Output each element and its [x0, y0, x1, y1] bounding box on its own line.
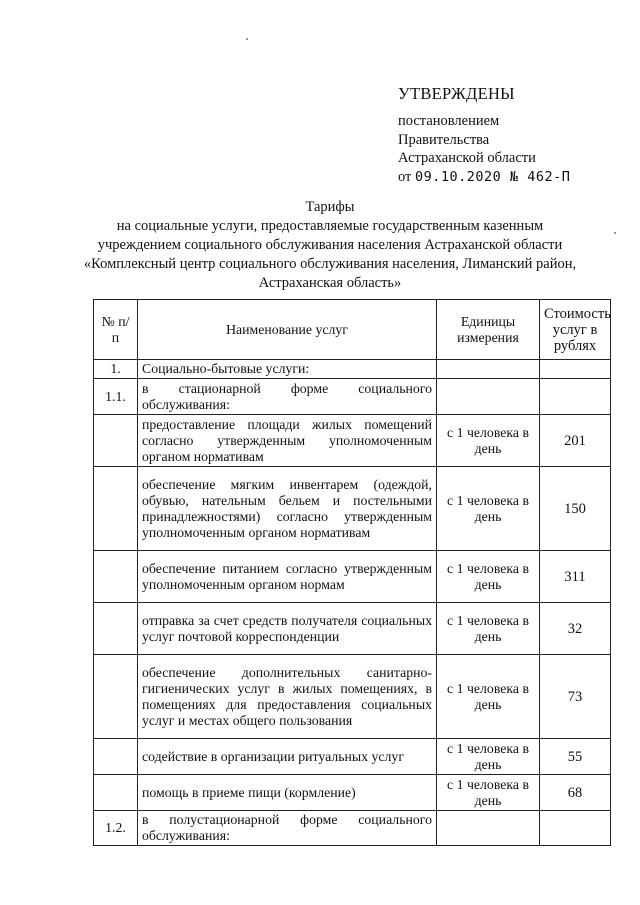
row-unit: с 1 человека в день — [437, 775, 540, 811]
row-cost: 201 — [540, 415, 611, 467]
date-prefix: от — [398, 168, 412, 185]
scan-speck — [246, 38, 248, 40]
row-cost: 55 — [540, 739, 611, 775]
row-name: обеспечение мягким инвентарем (одеждой, обувью, нательным бельем и постельными принадлежностями) согласно утвержденным уполномоченным органом нормативам — [138, 467, 437, 551]
row-name: предоставление площади жилых помещений согласно утвержденным уполномоченным органом нормативам — [138, 415, 437, 467]
approval-date-line — [398, 168, 570, 187]
row-unit — [437, 360, 540, 379]
row-cost: 311 — [540, 551, 611, 603]
row-cost — [540, 811, 611, 846]
table-header-row — [94, 300, 611, 360]
row-unit: с 1 человека в день — [437, 415, 540, 467]
row-unit: с 1 человека в день — [437, 551, 540, 603]
row-name: содействие в организации ритуальных услуг — [138, 739, 437, 775]
tariffs-table — [93, 299, 611, 846]
approval-line: Правительства — [398, 131, 490, 148]
row-name: отправка за счет средств получателя социальных услуг почтовой корреспонденции — [138, 603, 437, 655]
row-name: помощь в приеме пищи (кормление) — [138, 775, 437, 811]
row-unit: с 1 человека в день — [437, 655, 540, 739]
row-num — [94, 551, 138, 603]
row-num — [94, 603, 138, 655]
row-unit: с 1 человека в день — [437, 739, 540, 775]
approved-heading: УТВЕРЖДЕНЫ — [398, 84, 515, 103]
row-num — [94, 467, 138, 551]
table-row — [94, 360, 611, 379]
table-row — [94, 739, 611, 775]
row-num — [94, 655, 138, 739]
scan-speck — [614, 232, 616, 234]
row-name: обеспечение дополнительных санитарно-гигиенических услуг в жилых помещениях, в помещениях для предоставления социальных услуг и местах общего пользования — [138, 655, 437, 739]
table-row — [94, 551, 611, 603]
header-name: Наименование услуг — [138, 300, 437, 360]
date-value: 09.10.2020 № 462-П — [415, 168, 571, 185]
row-cost — [540, 379, 611, 415]
header-cost: Стоимость услуг в рублях — [540, 300, 611, 360]
row-cost — [540, 360, 611, 379]
approval-line: Астраханской области — [398, 150, 536, 166]
row-name: Социально-бытовые услуги: — [138, 360, 437, 379]
row-unit — [437, 379, 540, 415]
table-row — [94, 811, 611, 846]
table-row — [94, 467, 611, 551]
document-title — [60, 198, 600, 293]
row-name: в полустационарной форме социального обслуживания: — [138, 811, 437, 846]
row-name: в стационарной форме социального обслуживания: — [138, 379, 437, 415]
row-unit: с 1 человека в день — [437, 603, 540, 655]
title-line: «Комплексный центр социального обслуживания населения, Лиманский район, — [83, 256, 577, 272]
row-cost: 73 — [540, 655, 611, 739]
row-cost: 32 — [540, 603, 611, 655]
table-row — [94, 379, 611, 415]
row-num — [94, 775, 138, 811]
row-num: 1. — [94, 360, 138, 379]
row-cost: 150 — [540, 467, 611, 551]
title-main: Тарифы — [305, 199, 355, 215]
title-line: Астраханская область» — [258, 275, 402, 291]
row-num: 1.1. — [94, 379, 138, 415]
title-line: на социальные услуги, предоставляемые государственным казенным — [116, 218, 544, 234]
row-unit — [437, 811, 540, 846]
row-unit: с 1 человека в день — [437, 467, 540, 551]
title-line: учреждением социального обслуживания населения Астраханской области — [97, 237, 563, 253]
table-row — [94, 775, 611, 811]
row-name: обеспечение питанием согласно утвержденным уполномоченным органом нормам — [138, 551, 437, 603]
approval-block — [398, 112, 570, 186]
header-unit: Единицы измерения — [437, 300, 540, 360]
table-row — [94, 603, 611, 655]
row-num — [94, 739, 138, 775]
header-num: № п/п — [94, 300, 138, 360]
table-row — [94, 655, 611, 739]
row-num — [94, 415, 138, 467]
row-num: 1.2. — [94, 811, 138, 846]
table-row — [94, 415, 611, 467]
row-cost: 68 — [540, 775, 611, 811]
approval-line: постановлением — [398, 113, 500, 129]
